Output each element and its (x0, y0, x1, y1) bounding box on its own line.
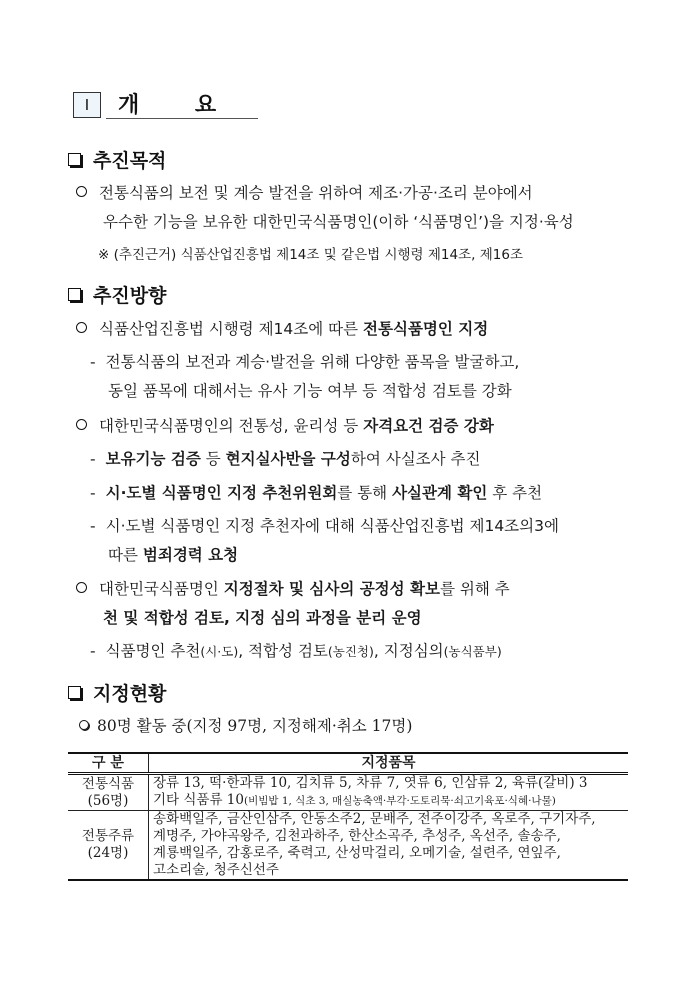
purpose-item-line2: 우수한 기능을 보유한 대한민국식품명인(이하 ‘식품명인’)을 지정·육성 (103, 213, 574, 231)
row-category-cell: 전통주류 (24명) (68, 811, 149, 881)
chapter-number-box (73, 92, 101, 118)
row-items-cell: 송화백일주, 금산인삼주, 안동소주2, 문배주, 전주이강주, 옥로주, 구기자주, 계명주, 가야곡왕주, 김천과하주, 한산소곡주, 추성주, 옥선주, 솔송주, 계룡백일주, 감홍로주, 죽력고, 산성막걸리, 오메기술, 설련주, 연잎주, 고소리술, 청주신선주 (149, 811, 629, 881)
direction-subitem-4-line1: - 시·도별 식품명인 지정 추천자에 대해 식품산업진흥법 제14조의3에 (90, 517, 559, 535)
chapter-number: Ⅰ (84, 96, 90, 114)
section-heading-direction (68, 281, 166, 308)
shadow-circle-bullet-icon (79, 720, 89, 730)
status-summary: 80명 활동 중(지정 97명, 지정해제·취소 17명) (79, 714, 412, 736)
checkbox-square-icon (68, 288, 81, 301)
checkbox-square-icon (68, 153, 81, 166)
direction-item-3-line2: 천 및 적합성 검토, 지정 심의 과정을 분리 운영 (103, 609, 422, 627)
row-items-cell: 장류 13, 떡·한과류 10, 김치류 5, 차류 7, 엿류 6, 인삼류 2, 육류(갈비) 3 기타 식품류 10(비빔밥 1, 식초 3, 매실농축액·부각·도토리묵·쇠고기육포·식혜·나물) (149, 774, 629, 811)
direction-item-2: 대한민국식품명인의 전통성, 윤리성 등 자격요건 검증 강화 (76, 414, 494, 436)
direction-item-1: 식품산업진흥법 시행령 제14조에 따른 전통식품명인 지정 (76, 317, 488, 339)
circle-bullet-icon (76, 322, 87, 333)
direction-subitem-4-line2: 따른 범죄경력 요청 (108, 546, 239, 564)
header-items: 지정품목 (149, 753, 629, 774)
table-row (68, 774, 628, 811)
dash-bullet: - (90, 353, 96, 371)
designation-table (68, 752, 628, 881)
direction-subitem-2: - 보유기능 검증 등 현지실사반을 구성하여 사실조사 추진 (90, 450, 481, 468)
section-heading-purpose (68, 146, 166, 173)
direction-subitem-5: - 식품명인 추천(시·도), 적합성 검토(농진청), 지정심의(농식품부) (90, 642, 502, 660)
direction-subitem-3: - 시·도별 식품명인 지정 추천위원회를 통해 사실관계 확인 후 추천 (90, 484, 543, 502)
row-category-cell: 전통식품 (56명) (68, 774, 149, 811)
direction-subitem-1-line1: - 전통식품의 보전과 계승·발전을 위해 다양한 품목을 발굴하고, (90, 353, 520, 371)
chapter-underline (106, 118, 258, 119)
header-category: 구 분 (68, 753, 149, 774)
direction-item-3-line1: 대한민국식품명인 지정절차 및 심사의 공정성 확보를 위해 추 (76, 577, 510, 599)
dash-bullet: - (90, 517, 96, 535)
section-title: 지정현황 (93, 683, 167, 705)
section-heading-status (68, 679, 166, 706)
circle-bullet-icon (76, 186, 87, 197)
legal-basis-note: ※ (추진근거) 식품산업진흥법 제14조 및 같은법 시행령 제14조, 제16조 (98, 247, 523, 263)
dash-bullet: - (90, 484, 96, 502)
table-row (68, 811, 628, 881)
section-title: 추진방향 (93, 285, 167, 307)
circle-bullet-icon (76, 582, 87, 593)
section-title: 추진목적 (93, 150, 167, 172)
direction-subitem-1-line2: 동일 품목에 대해서는 유사 기능 여부 등 적합성 검토를 강화 (108, 382, 512, 400)
checkbox-square-icon (68, 686, 81, 699)
dash-bullet: - (90, 450, 96, 468)
purpose-item-line1: 전통식품의 보전 및 계승 발전을 위하여 제조·가공·조리 분야에서 (76, 181, 533, 203)
table-header-row (68, 753, 628, 774)
chapter-title: 개 요 (118, 93, 241, 118)
dash-bullet: - (90, 642, 96, 660)
circle-bullet-icon (76, 419, 87, 430)
